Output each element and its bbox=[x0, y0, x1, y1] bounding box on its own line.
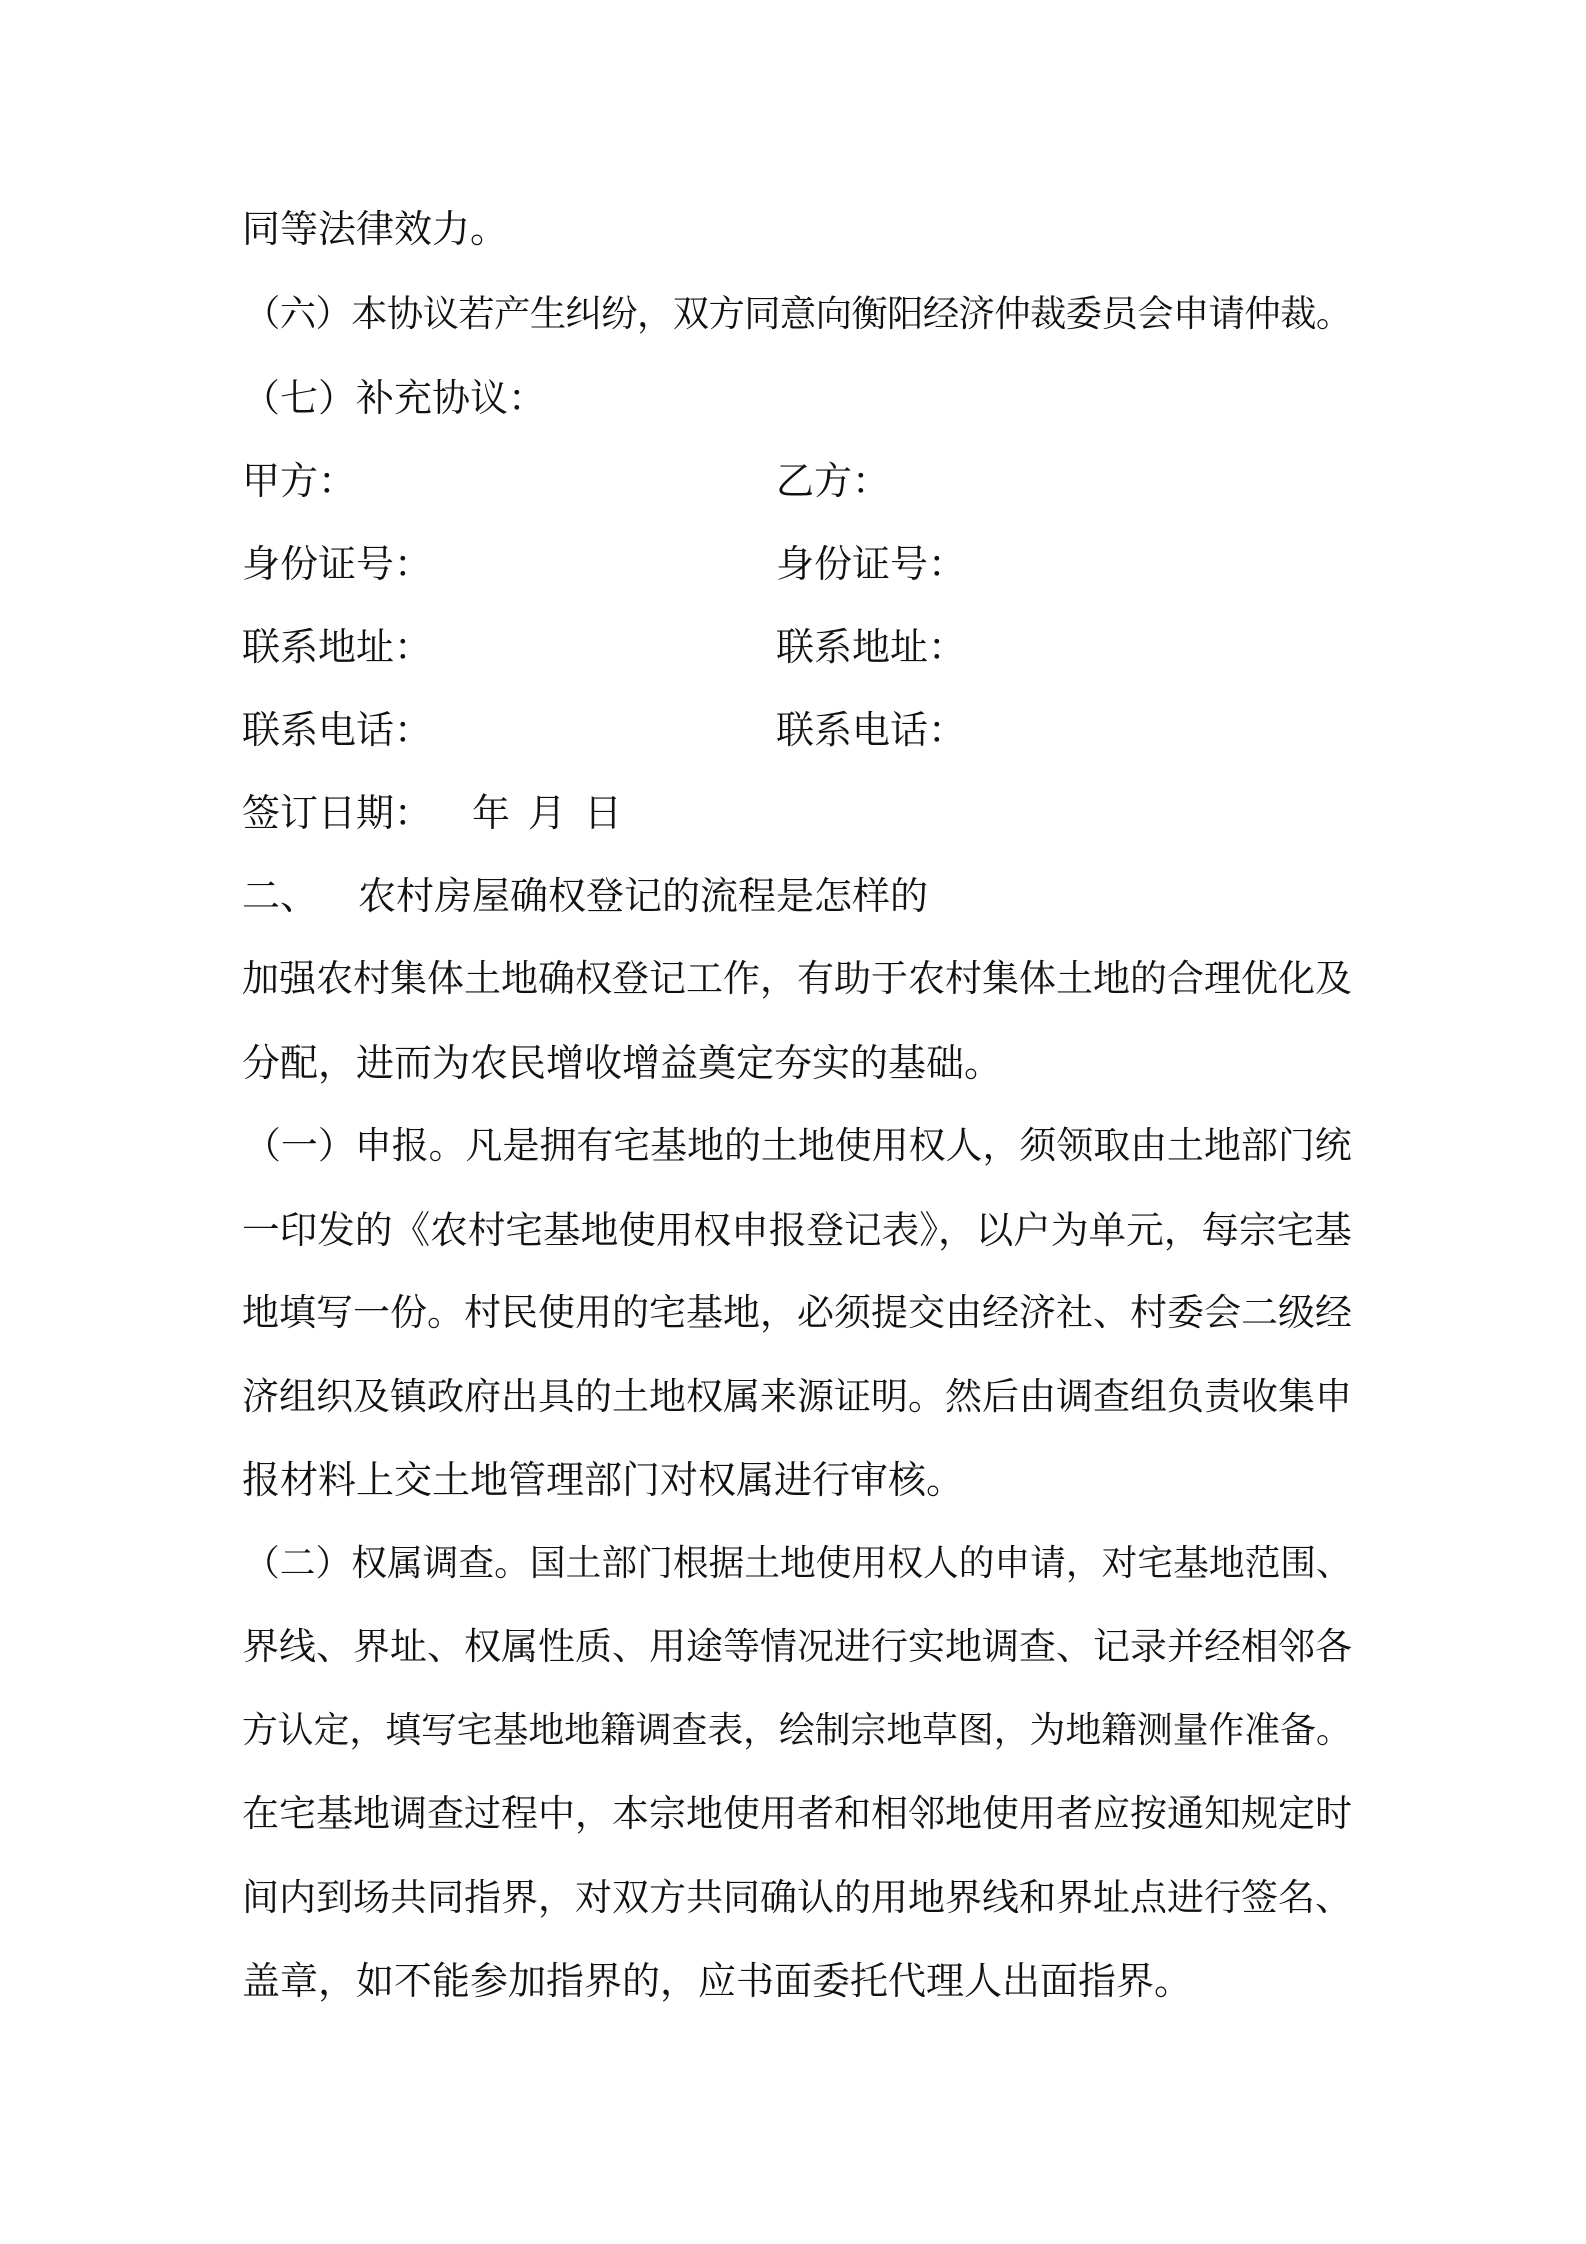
address-a-label: 联系地址： bbox=[242, 625, 433, 669]
paragraph-line: （一）申报。凡是拥有宅基地的土地使用权人，须领取由土地部门统 bbox=[244, 1124, 1352, 1167]
paragraph-line: 地填写一份。村民使用的宅基地，必须提交由经济社、村委会二级经 bbox=[242, 1291, 1352, 1334]
id-number-a-label: 身份证号： bbox=[242, 542, 433, 586]
year-label: 年 bbox=[472, 791, 511, 835]
paragraph-line: 分配，进而为农民增收增益奠定夯实的基础。 bbox=[242, 1041, 1003, 1085]
paragraph-line: 加强农村集体土地确权登记工作，有助于农村集体土地的合理优化及 bbox=[242, 957, 1352, 1000]
signing-date bbox=[242, 789, 622, 837]
paragraph-line: 一印发的《农村宅基地使用权申报登记表》，以户为单元，每宗宅基 bbox=[242, 1208, 1352, 1252]
party-b-label: 乙方： bbox=[776, 459, 891, 503]
paragraph-line: 在宅基地调查过程中，本宗地使用者和相邻地使用者应按通知规定时 bbox=[242, 1792, 1352, 1835]
paragraph-line: 盖章，如不能参加指界的，应书面委托代理人出面指界。 bbox=[242, 1959, 1193, 2003]
paragraph-line: 济组织及镇政府出具的土地权属来源证明。然后由调查组负责收集申 bbox=[242, 1375, 1352, 1418]
clause-seven: （七）补充协议： bbox=[242, 376, 547, 420]
signing-date-label: 签订日期： bbox=[242, 791, 433, 835]
phone-b-label: 联系电话： bbox=[776, 708, 967, 752]
section-title: 农村房屋确权登记的流程是怎样的 bbox=[358, 874, 929, 918]
paragraph-line: （二）权属调查。国土部门根据土地使用权人的申请，对宅基地范围、 bbox=[244, 1543, 1352, 1584]
address-b-label: 联系地址： bbox=[776, 625, 967, 669]
day-label: 日 bbox=[584, 791, 623, 835]
section-heading bbox=[242, 872, 928, 920]
phone-a-label: 联系电话： bbox=[242, 708, 433, 752]
section-number: 二、 bbox=[242, 874, 319, 918]
clause-six: （六）本协议若产生纠纷，双方同意向衡阳经济仲裁委员会申请仲裁。 bbox=[244, 292, 1352, 335]
paragraph-line: 方认定，填写宅基地地籍调查表，绘制宗地草图，为地籍测量作准备。 bbox=[242, 1710, 1352, 1751]
text-line: 同等法律效力。 bbox=[242, 207, 509, 251]
month-label: 月 bbox=[528, 791, 567, 835]
paragraph-line: 报材料上交土地管理部门对权属进行审核。 bbox=[242, 1458, 965, 1502]
paragraph-line: 界线、界址、权属性质、用途等情况进行实地调查、记录并经相邻各 bbox=[242, 1625, 1352, 1668]
party-a-label: 甲方： bbox=[242, 459, 357, 503]
paragraph-line: 间内到场共同指界，对双方共同确认的用地界线和界址点进行签名、 bbox=[242, 1876, 1352, 1919]
id-number-b-label: 身份证号： bbox=[776, 542, 967, 586]
